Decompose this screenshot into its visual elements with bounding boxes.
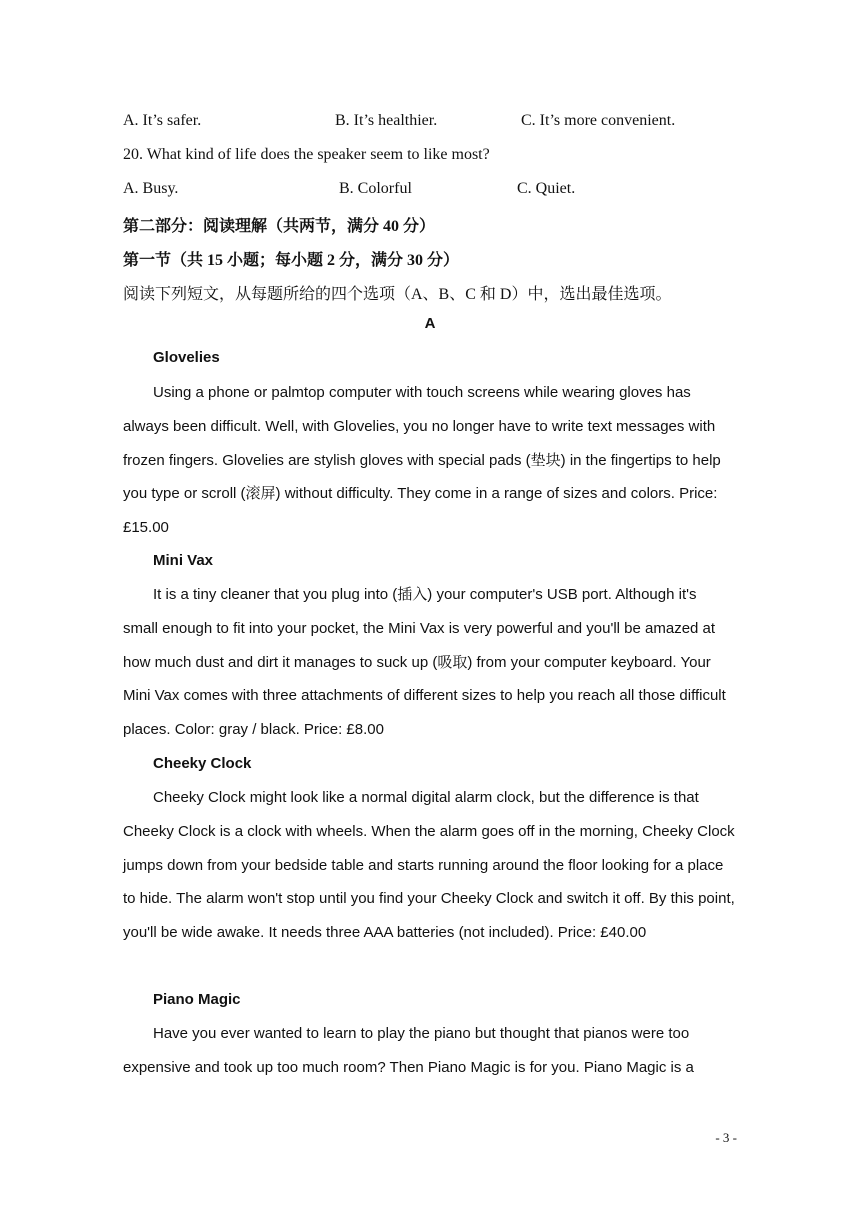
q19-option-b: B. It’s healthier. bbox=[335, 112, 438, 129]
passage-label: A bbox=[424, 315, 436, 332]
item-title-cheeky-clock: Cheeky Clock bbox=[153, 755, 252, 772]
part2-title: 第二部分：阅读理解（共两节，满分 40 分） bbox=[123, 218, 436, 235]
page-number: - 3 - bbox=[715, 1130, 737, 1145]
item-title-mini-vax: Mini Vax bbox=[153, 552, 214, 569]
q20-option-a: A. Busy. bbox=[123, 180, 179, 197]
item-text-mini-vax: It is a tiny cleaner that you plug into (插入) your computer's USB port. Although it's small enough to fit into your pocket, the Mini Vax is very powerful and you'll be amazed at how much dust and dirt it manages to suck up (吸取) from your computer keyboard. Your Mini Vax comes with three attachments of different sizes to help you reach all those difficult places. Color: gray / black. Price: £8.00 bbox=[123, 586, 726, 739]
item-title-piano-magic: Piano Magic bbox=[153, 991, 241, 1008]
q20-question: 20. What kind of life does the speaker seem to like most? bbox=[123, 146, 490, 163]
q19-option-c: C. It’s more convenient. bbox=[521, 112, 676, 129]
item-text-cheeky-clock: Cheeky Clock might look like a normal digital alarm clock, but the difference is that Cheeky Clock is a clock with wheels. When the alarm goes off in the morning, Cheeky Clock jumps down from your bedside table and starts running around the floor looking for a place to hide. The alarm won't stop until you find your Cheeky Clock and switch it off. By this point, you'll be wide awake. It needs three AAA batteries (not included). Price: £40.00 bbox=[123, 789, 735, 942]
q19-option-a: A. It’s safer. bbox=[123, 112, 202, 129]
q20-option-b: B. Colorful bbox=[339, 180, 412, 197]
item-text-glovelies: Using a phone or palmtop computer with touch screens while wearing gloves has always been difficult. Well, with Glovelies, you no longer have to write text messages with frozen fingers. Glovelies are stylish gloves with special pads (垫块) in the fingertips to help you type or scroll (滚屏) without difficulty. They come in a range of sizes and colors. Price: £15.00 bbox=[123, 384, 721, 537]
item-title-glovelies: Glovelies bbox=[153, 349, 220, 366]
instructions: 阅读下列短文，从每题所给的四个选项（A、B、C 和 D）中，选出最佳选项。 bbox=[123, 286, 672, 303]
item-text-piano-magic: Have you ever wanted to learn to play the piano but thought that pianos were too expensive and took up too much room? Then Piano Magic is for you. Piano Magic is a bbox=[123, 1025, 694, 1076]
q20-option-c: C. Quiet. bbox=[517, 180, 576, 197]
section1-title: 第一节（共 15 小题；每小题 2 分，满分 30 分） bbox=[123, 252, 460, 269]
